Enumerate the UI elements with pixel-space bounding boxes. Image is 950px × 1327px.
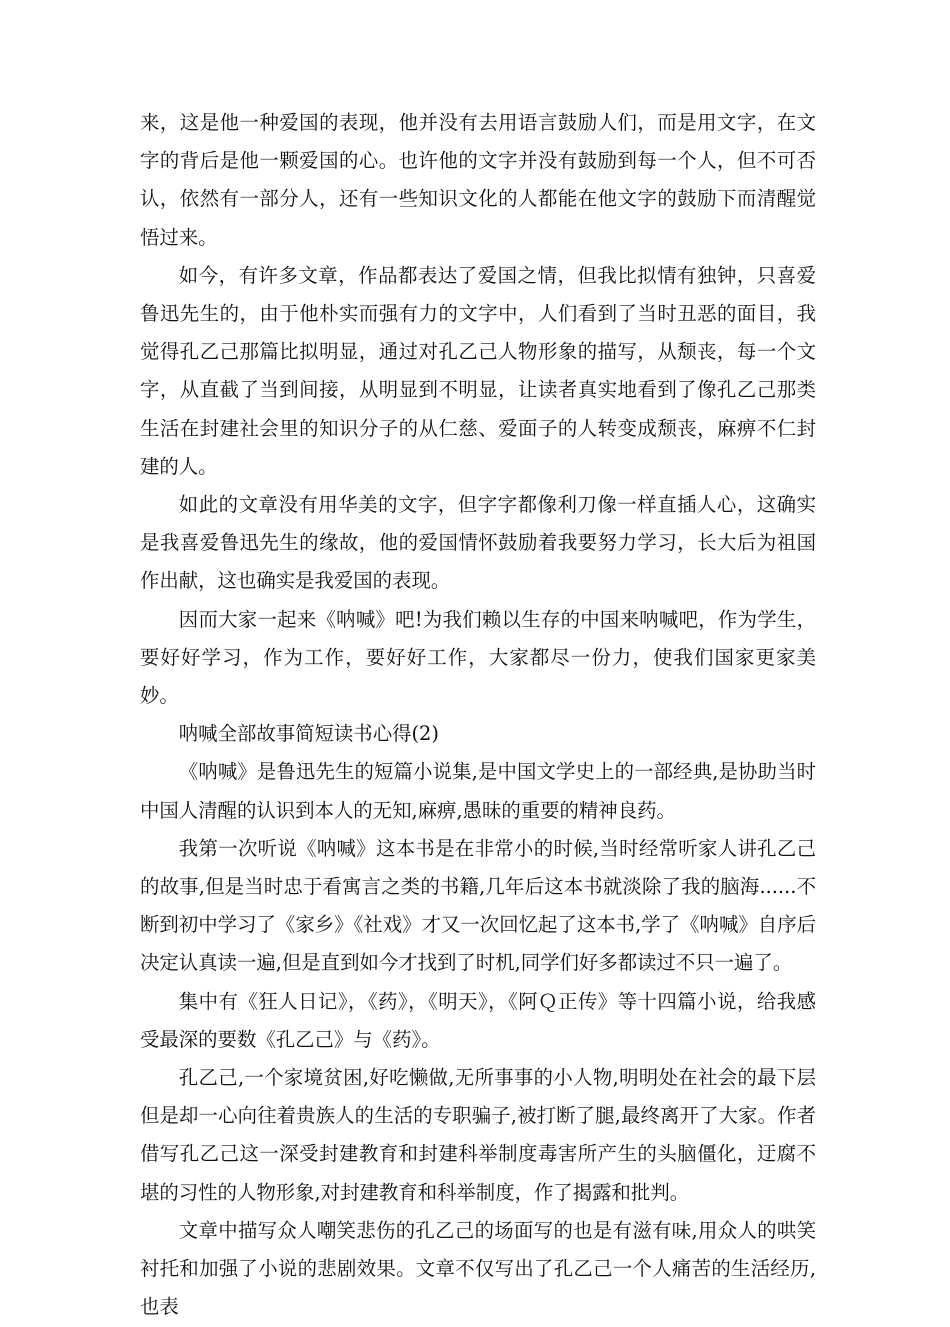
- paragraph-4: 因而大家一起来《呐喊》吧!为我们赖以生存的中国来呐喊吧，作为学生，要好好学习，作为工作，要好好工作，大家都尽一份力，使我们国家更家美妙。: [140, 607, 816, 708]
- paragraph-8: 孔乙己,一个家境贫困,好吃懒做,无所事事的小人物,明明处在社会的最下层但是却一心向往着贵族人的生活的专职骗子,被打断了腿,最终离开了大家。作者借写孔乙己这一深受封建教育和封建科举制度毒害所产生的头脑僵化，迂腐不堪的习性的人物形象,对封建教育和科举制度，作了揭露和批判。: [140, 1066, 816, 1204]
- paragraph-5: 《呐喊》是鲁迅先生的短篇小说集,是中国文学史上的一部经典,是协助当时中国人清醒的认识到本人的无知,麻痹,愚昧的重要的精神良药。: [140, 760, 816, 822]
- paragraph-3: 如此的文章没有用华美的文字，但字字都像利刀像一样直插人心，这确实是我喜爱鲁迅先生的缘故，他的爱国情怀鼓励着我要努力学习，长大后为祖国作出献，这也确实是我爱国的表现。: [140, 493, 816, 593]
- section-heading: 呐喊全部故事简短读书心得(2): [178, 722, 439, 746]
- paragraph-1: 来，这是他一种爱国的表现，他并没有去用语言鼓励人们，而是用文字，在文字的背后是他一颗爱国的心。也许他的文字并没有鼓励到每一个人，但不可否认，依然有一部分人，还有一些知识文化的人都能在他文字的鼓励下而清醒觉悟过来。: [140, 111, 816, 249]
- paragraph-6: 我第一次听说《呐喊》这本书是在非常小的时候,当时经常听家人讲孔乙己的故事,但是当时忠于看寓言之类的书籍,几年后这本书就淡除了我的脑海......不断到初中学习了《家乡》《社戏》才又一次回忆起了这本书,学了《呐喊》自序后决定认真读一遍,但是直到如今才找到了时机,同学们好多都读过不只一遍了。: [140, 836, 816, 975]
- paragraph-9: 文章中描写众人嘲笑悲伤的孔乙己的场面写的也是有滋有味,用众人的哄笑衬托和加强了小说的悲剧效果。文章不仅写出了孔乙己一个人痛苦的生活经历,也表: [140, 1218, 816, 1319]
- paragraph-7: 集中有《狂人日记》，《药》，《明天》，《阿Ｑ正传》等十四篇小说，给我感受最深的要数《孔乙己》与《药》。: [140, 989, 816, 1051]
- document-body: [140, 104, 816, 1327]
- paragraph-2: 如今，有许多文章，作品都表达了爱国之情，但我比拟情有独钟，只喜爱鲁迅先生的，由于他朴实而强有力的文字中，人们看到了当时丑恶的面目，我觉得孔乙己那篇比拟明显，通过对孔乙己人物形象的描写，从颓丧，每一个文字，从直截了当到间接，从明显到不明显，让读者真实地看到了像孔乙己那类生活在封建社会里的知识分子的从仁慈、爱面子的人转变成颓丧，麻痹不仁封建的人。: [140, 263, 816, 478]
